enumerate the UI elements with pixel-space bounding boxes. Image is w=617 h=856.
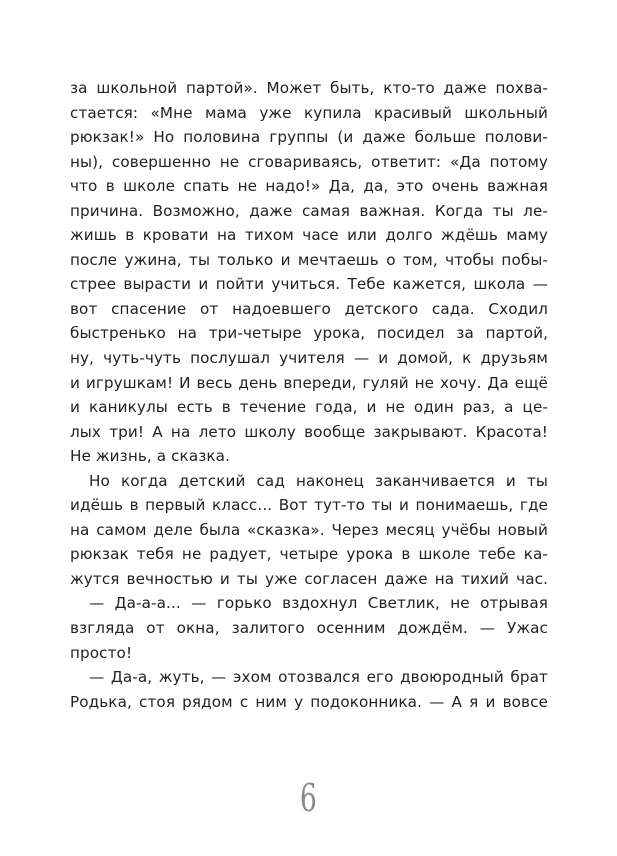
text-line: — Да-а, жуть, — эхом отозвался его двоюродный брат [89,668,548,687]
text-line: рюкзак!» Но половина группы (и даже больше полови- [70,128,548,147]
text-line: идёшь в первый класс... Вот тут-то ты и понимаешь, где [70,496,548,515]
page-number: 6 [299,776,317,820]
text-line: Родька, стоя рядом с ним у подоконника. — А я и вовсе [70,692,548,711]
text-line: и каникулы есть в течение года, и не один раз, а це- [70,398,548,417]
text-line: жишь в кровати на тихом часе или долго ждёшь маму [70,226,548,245]
text-line: за школьной партой». Может быть, кто-то даже похва- [70,79,548,97]
body-text [70,76,548,714]
text-line: ны), совершенно не сговариваясь, ответит: «Да потому [70,152,548,171]
text-line: стается: «Мне мама уже купила красивый школьный [70,103,548,122]
text-line: стрее вырасти и пойти учиться. Тебе кажется, школа — [70,275,548,294]
text-line: и игрушкам! И весь день впереди, гуляй не хочу. Да ещё [70,373,548,392]
text-line: лых три! А на лето школу вообще закрывают. Красота! [70,422,548,441]
text-line: причина. Возможно, даже самая важная. Когда ты ле- [70,201,548,220]
text-line: — Да-а-а... — горько вздохнул Светлик, не отрывая [89,594,548,613]
text-line: что в школе спать не надо!» Да, да, это очень важная [70,177,548,196]
text-line: жутся вечностью и ты уже согласен даже на тихий час. [70,569,548,588]
text-line: быстренько на три-четыре урока, посидел за партой, [70,324,548,343]
text-line: Но когда детский сад наконец заканчивается и ты [89,471,548,490]
text-line: на самом деле была «сказка». Через месяц учёбы новый [70,520,548,539]
text-line: ну, чуть-чуть послушал учителя — и домой, к друзьям [70,349,548,368]
text-line: просто! [70,643,133,662]
text-line: рюкзак тебя не радует, четыре урока в школе тебе ка- [70,545,548,564]
text-line: взгляда от окна, залитого осенним дождём. — Ужас [70,619,548,638]
text-line: вот спасение от надоевшего детского сада. Сходил [70,299,548,318]
text-line: после ужина, ты только и мечтаешь о том, чтобы побы- [70,250,548,269]
text-line: Не жизнь, а сказка. [70,447,231,466]
